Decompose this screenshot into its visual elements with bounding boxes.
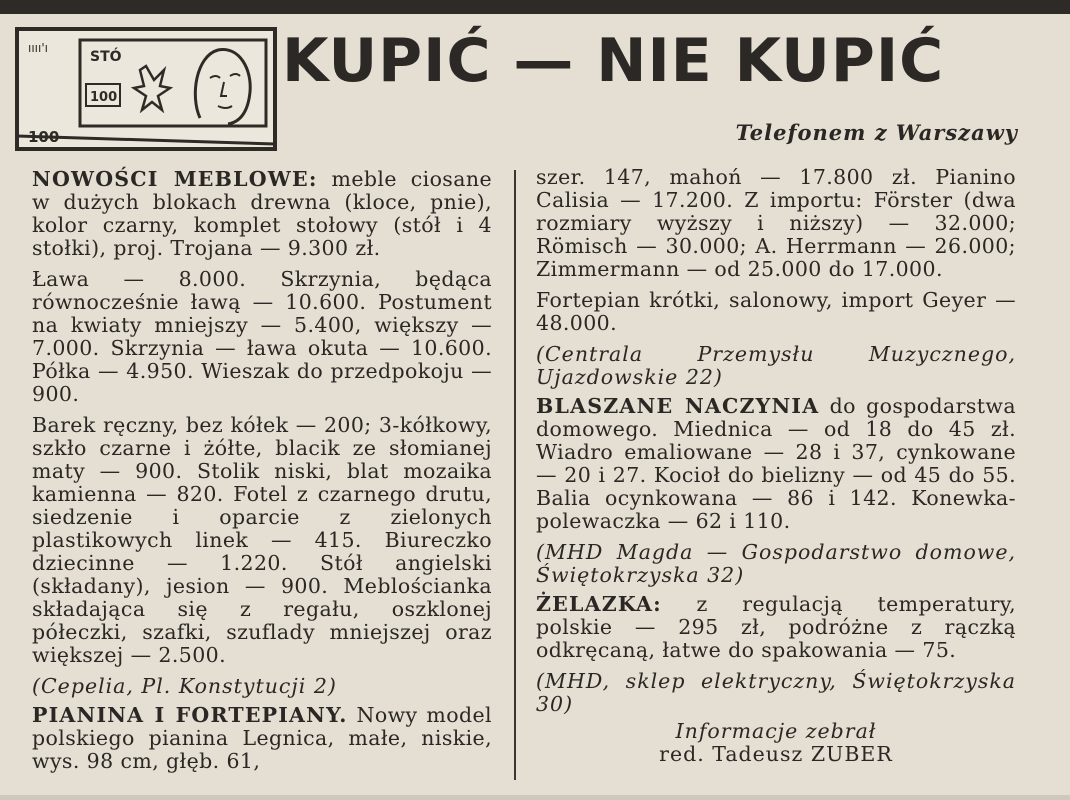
right-column <box>536 166 1016 766</box>
heading-tin-vessels: BLASZANE NACZYNIA <box>536 394 820 418</box>
source-music-industry: (Centrala Przemysłu Muzycznego, Ujazdowskie 22) <box>536 342 1016 389</box>
paragraph-grand-piano: Fortepian krótki, salonowy, import Geyer — 48.000. <box>536 288 1016 335</box>
logo-text-100: 100 <box>28 128 60 146</box>
credit-editor: red. Tadeusz ZUBER <box>659 742 893 766</box>
text-pianos: Nowy model polskiego pianina Legnica, małe, niskie, wys. 98 cm, głęb. 61, <box>32 703 492 773</box>
text-furniture: meble ciosane w dużych blokach drewna (kloce, pnie), kolor czarny, komplet stołowy (stół i 4 stołki), proj. Trojana — 9.300 zł. <box>32 167 492 260</box>
text-irons: z regulacją temperatury, polskie — 295 zł, podróżne z rączką odkręcaną, łatwe do spakowania — 75. <box>536 592 1016 662</box>
bottom-border <box>0 795 1070 800</box>
source-cepelia: (Cepelia, Pl. Konstytucji 2) <box>32 674 337 698</box>
logo-text-100-box: 100 <box>90 90 118 105</box>
source-mhd-magda: (MHD Magda — Gospodarstwo domowe, Świętokrzyska 32) <box>536 540 1016 587</box>
credit-collected-by: Informacje zebrał <box>675 719 877 743</box>
paragraph-furniture-news <box>32 168 492 260</box>
heading-furniture: NOWOŚCI MEBLOWE: <box>32 167 318 191</box>
headline: KUPIĆ — NIE KUPIĆ <box>282 26 945 96</box>
text-tin-vessels: do gospodarstwa domowego. Miednica — od 18 do 45 zł. Wiadro emaliowane — 28 i 37, cynkowane — 20 i 27. Kocioł do bielizny — od 45 do 55. Balia ocynkowana — 86 i 142. Konewka-polewaczka — 62 i 110. <box>536 394 1016 533</box>
paragraph-tin-vessels <box>536 395 1016 533</box>
banknote-illustration-icon <box>14 26 280 154</box>
paragraph-pianos-continued: szer. 147, mahoń — 17.800 zł. Pianino Calisia — 17.200. Z importu: Förster (dwa rozmiary wyższy i niższy) — 32.000; Römisch — 30.000; A. Herrmann — 26.000; Zimmermann — od 25.000 do 17.000. <box>536 165 1016 281</box>
byline: Telefonem z Warszawy <box>735 120 1018 145</box>
column-divider <box>514 170 516 780</box>
paragraph-bar-carts: Barek ręczny, bez kółek — 200; 3-kółkowy, szkło czarne i żółte, blacik ze słomianej maty — 900. Stolik niski, blat mozaika kamienna — 820. Fotel z czarnego drutu, siedzenie i oparcie z zielonych plastikowych linek — 415. Biureczko dziecinne — 1.220. Stół angielski (składany), jesion — 900. Meblościanka składająca się z regału, oszklonej półeczki, szafki, szuflady mniejszej oraz większej — 2.500. <box>32 413 492 667</box>
paragraph-benches: Ława — 8.000. Skrzynia, będąca równocześnie ławą — 10.600. Postument na kwiaty mniejszy — 5.400, większy — 7.000. Skrzynia — ława okuta — 10.600. Półka — 4.950. Wieszak do przedpokoju — 900. <box>32 267 492 406</box>
logo-text-sto: STÓ <box>90 49 122 65</box>
heading-pianos: PIANINA I FORTEPIANY. <box>32 703 348 727</box>
top-border <box>0 0 1070 14</box>
paragraph-pianos-start <box>32 704 492 773</box>
svg-text:ıııı'ı: ıııı'ı <box>28 41 48 55</box>
source-mhd-electric: (MHD, sklep elektryczny, Świętokrzyska 30) <box>536 669 1016 716</box>
left-column <box>32 168 492 781</box>
paragraph-irons <box>536 593 1016 662</box>
heading-irons: ŻELAZKA: <box>536 592 662 616</box>
